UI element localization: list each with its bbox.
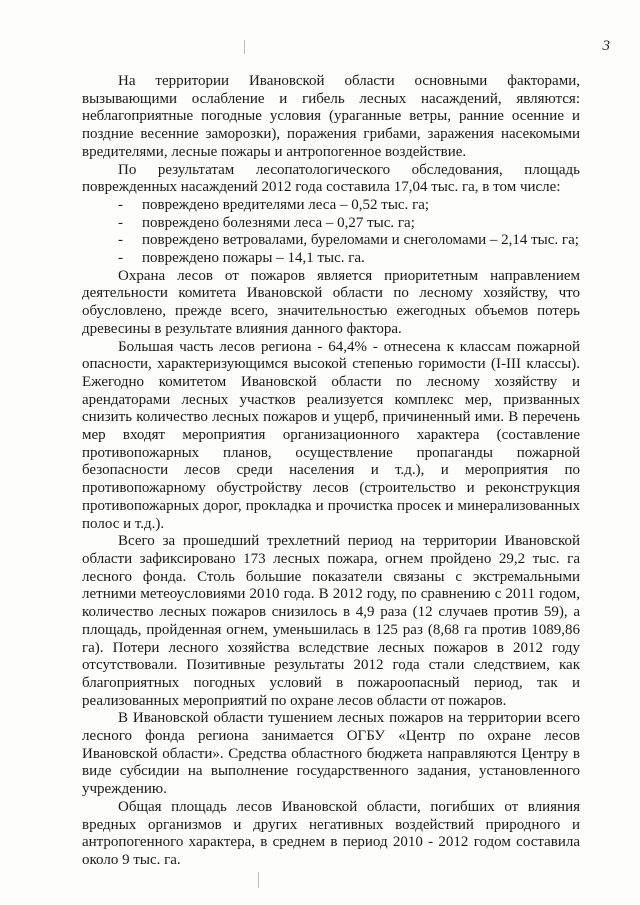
document-body [82,73,580,870]
paragraph-firefighting-center: В Ивановской области тушением лесных пожаров на территории всего лесного фонда региона занимается ОГБУ «Центр по охране лесов Ивановской области». Средства областного бюджета направляются Центру в виде субсидии на выполнение государственного задания, установленного учреждению. [82,710,580,798]
damage-list [82,197,580,268]
page-number: 3 [602,38,610,54]
paragraph-three-year-stats: Всего за прошедший трехлетний период на территории Ивановской области зафиксировано 173 лесных пожара, огнем пройдено 29,2 тыс. га лесного фонда. Столь большие показатели связаны с экстремальными летними метеоусловиями 2010 года. В 2012 году, по сравнению с 2011 годом, количество лесных пожаров снизилось в 4,9 раза (12 случаев против 59), а площадь, пройденная огнем, уменьшилась в 125 раз (8,68 га против 1089,86 га). Потери лесного хозяйства вследствие лесных пожаров в 2012 году отсутствовали. Позитивные результаты 2012 года стали следствием, как благоприятных погодных условий в пожароопасный период, так и реализованных мероприятий по охране лесов области от пожаров. [82,533,580,709]
scan-artifact-top [244,40,245,54]
paragraph-fire-classes: Большая часть лесов региона - 64,4% - отнесена к классам пожарной опасности, характеризующимся высокой степенью горимости (I-III классы). Ежегодно комитетом Ивановской области по лесному хозяйству и арендаторами лесных участков реализуется комплекс мер, призванных снизить количество лесных пожаров и ущерб, причиненный ими. В перечень мер входят мероприятия организационного характера (составление противопожарных планов, осуществление пропаганды пожарной безопасности лесов среди населения и т.д.), и мероприятия по противопожарному обустройству лесов (строительство и реконструкция противопожарных дорог, прокладка и прочистка просек и минерализованных полос и т.д.). [82,338,580,532]
paragraph-survey-results: По результатам лесопатологического обследования, площадь поврежденных насаждений 2012 года составила 17,04 тыс. га, в том числе: [82,161,580,196]
paragraph-fire-protection: Охрана лесов от пожаров является приоритетным направлением деятельности комитета Ивановской области по лесному хозяйству, что обусловлено, прежде всего, значительностью ежегодных объемов потерь древесины в результате влияния данного фактора. [82,267,580,337]
scan-artifact-bottom [258,872,259,888]
list-item: - повреждено вредителями леса – 0,52 тыс. га; [82,197,580,215]
list-item: - повреждено пожары – 14,1 тыс. га. [82,250,580,268]
paragraph-factors: На территории Ивановской области основными факторами, вызывающими ослабление и гибель лесных насаждений, являются: неблагоприятные погодные условия (ураганные ветры, ранние осенние и поздние весенние заморозки), поражения грибами, заражения насекомыми вредителями, лесные пожары и антропогенное воздействие. [82,73,580,160]
paragraph-total-loss: Общая площадь лесов Ивановской области, погибших от влияния вредных организмов и других негативных воздействий природного и антропогенного характера, в среднем в период 2010 - 2012 годом составила около 9 тыс. га. [82,798,580,868]
list-item: - повреждено болезнями леса – 0,27 тыс. га; [82,215,580,233]
list-item: - повреждено ветровалами, буреломами и снеголомами – 2,14 тыс. га; [82,232,580,250]
